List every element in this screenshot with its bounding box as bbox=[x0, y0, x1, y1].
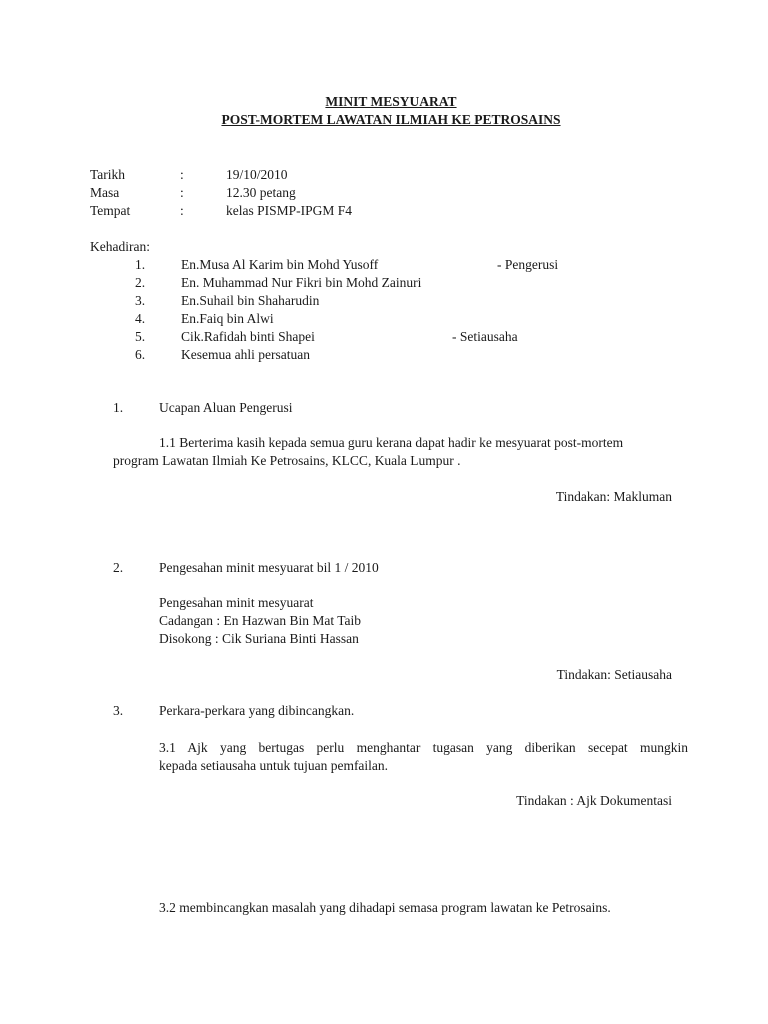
seconder-line: Disokong : Cik Suriana Binti Hassan bbox=[159, 631, 359, 646]
section-number: 1. bbox=[113, 400, 124, 415]
attendee-number: 1. bbox=[135, 257, 146, 272]
place-label: Tempat bbox=[90, 203, 131, 218]
action-note: Tindakan: Makluman bbox=[555, 489, 672, 504]
action-note: Tindakan : Ajk Dokumentasi bbox=[516, 793, 672, 808]
section-title: Perkara-perkara yang dibincangkan. bbox=[159, 703, 355, 718]
attendee-name: En.Musa Al Karim bin Mohd Yusoff bbox=[181, 257, 379, 272]
date-value: 19/10/2010 bbox=[226, 167, 288, 182]
paragraph-line: program Lawatan Ilmiah Ke Petrosains, KLCC, Kuala Lumpur . bbox=[113, 453, 461, 468]
document-title: MINIT MESYUARAT bbox=[325, 94, 457, 109]
attendee-number: 4. bbox=[135, 311, 146, 326]
attendee-name: Kesemua ahli persatuan bbox=[181, 347, 310, 362]
date-label: Tarikh bbox=[90, 167, 126, 182]
section-title: Pengesahan minit mesyuarat bil 1 / 2010 bbox=[159, 560, 379, 575]
section-number: 2. bbox=[113, 560, 124, 575]
paragraph-line: 1.1 Berterima kasih kepada semua guru kerana dapat hadir ke mesyuarat post-mortem bbox=[159, 435, 624, 450]
paragraph-line: 3.2 membincangkan masalah yang dihadapi semasa program lawatan ke Petrosains. bbox=[159, 900, 611, 915]
attendee-name: En. Muhammad Nur Fikri bin Mohd Zainuri bbox=[181, 275, 422, 290]
minutes-confirmation: Pengesahan minit mesyuarat bbox=[159, 595, 314, 610]
attendee-name: En.Faiq bin Alwi bbox=[181, 311, 274, 326]
place-value: kelas PISMP-IPGM F4 bbox=[226, 203, 353, 218]
attendee-number: 5. bbox=[135, 329, 146, 344]
attendee-name: Cik.Rafidah binti Shapei bbox=[181, 329, 315, 344]
attendee-name: En.Suhail bin Shaharudin bbox=[181, 293, 320, 308]
section-title: Ucapan Aluan Pengerusi bbox=[159, 400, 293, 415]
attendee-role: - Setiausaha bbox=[452, 329, 518, 344]
proposer-line: Cadangan : En Hazwan Bin Mat Taib bbox=[159, 613, 362, 628]
document-subtitle: POST-MORTEM LAWATAN ILMIAH KE PETROSAINS bbox=[221, 112, 561, 127]
place-separator: : bbox=[180, 203, 184, 218]
attendee-number: 3. bbox=[135, 293, 146, 308]
paragraph-line: 3.1 Ajk yang bertugas perlu menghantar tugasan yang diberikan secepat mungkin bbox=[159, 740, 688, 755]
date-separator: : bbox=[180, 167, 184, 182]
attendance-heading: Kehadiran: bbox=[90, 239, 150, 254]
time-value: 12.30 petang bbox=[226, 185, 296, 200]
attendee-number: 2. bbox=[135, 275, 146, 290]
action-note: Tindakan: Setiausaha bbox=[556, 667, 672, 682]
section-number: 3. bbox=[113, 703, 124, 718]
attendee-role: - Pengerusi bbox=[497, 257, 559, 272]
time-label: Masa bbox=[90, 185, 120, 200]
paragraph-line: kepada setiausaha untuk tujuan pemfailan. bbox=[159, 758, 389, 773]
attendee-number: 6. bbox=[135, 347, 146, 362]
time-separator: : bbox=[180, 185, 184, 200]
